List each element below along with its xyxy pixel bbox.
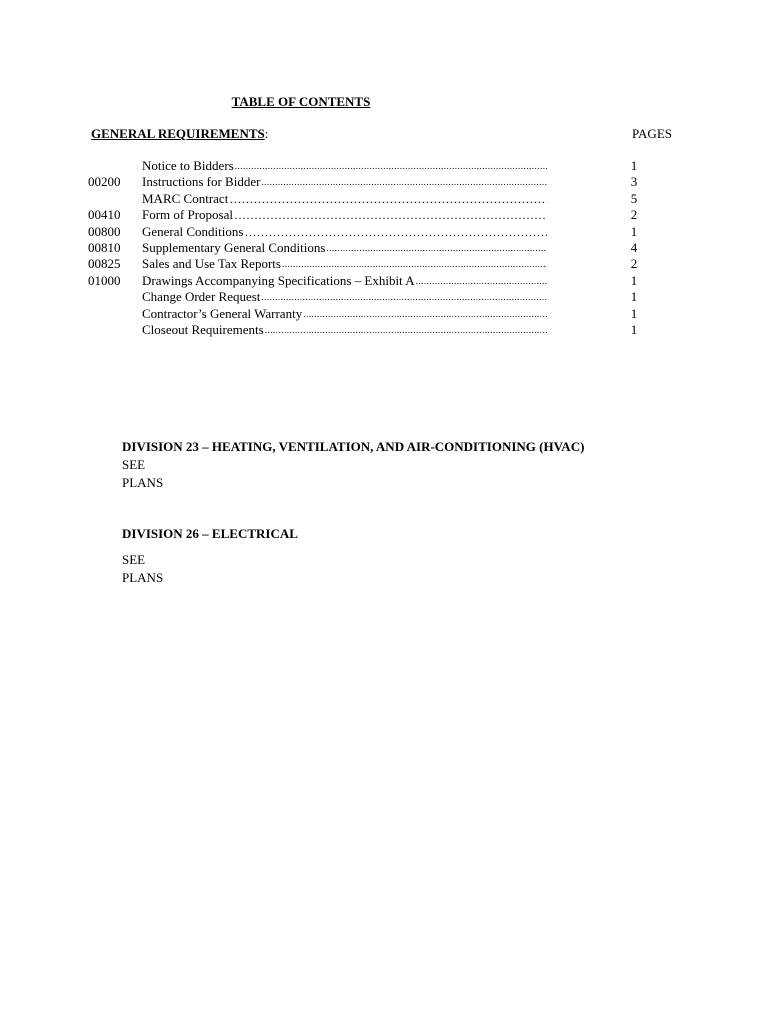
toc-entry-title-line [142,191,547,208]
toc-entry [88,207,648,223]
section-heading-colon: : [264,126,269,141]
toc-entry [88,256,648,272]
toc-entry [88,224,648,240]
toc-entry-title: Form of Proposal [142,207,233,223]
dot-leader [234,207,547,224]
toc-entry-title: Change Order Request [142,289,261,305]
toc-entry-pages: 1 [630,321,638,337]
toc-entry-title-line [142,174,547,190]
toc-entry-pages: 5 [630,190,638,206]
dot-leader [261,174,547,190]
toc-entry-title-line [142,256,547,272]
toc-entry-title: MARC Contract [142,190,229,206]
toc-entry [88,322,648,338]
toc-entry [88,273,648,289]
toc-entry-title: Notice to Bidders [142,158,234,173]
toc-entry-code: 01000 [88,272,121,288]
toc-entry-code: 00825 [88,256,121,272]
toc-entry-title: General Conditions [142,223,244,239]
toc-entry [88,240,648,256]
toc-entry-title: Supplementary General Conditions [142,239,326,255]
toc-entry-code: 00200 [88,174,121,190]
division-title: DIVISION 23 – HEATING, VENTILATION, AND AIR-CONDITIONING (HVAC) [122,439,585,454]
toc-entry-pages: 1 [630,158,638,173]
division-note-line: SEE [122,552,146,567]
division-note-line: SEE [122,457,146,472]
toc-entry-title: Contractor’s General Warranty [142,305,303,321]
toc-entry [88,289,648,305]
toc-entry-code: 00410 [88,207,121,223]
section-heading [91,126,268,142]
toc-list [88,158,648,338]
toc-entry-title-line [142,158,547,174]
toc-entry-pages: 3 [630,174,638,190]
dot-leader [303,306,547,322]
dot-leader [265,322,547,338]
toc-entry-title-line [142,240,547,256]
toc-entry-pages: 1 [630,272,638,288]
toc-entry-pages: 4 [630,239,638,255]
section-heading-text: GENERAL REQUIREMENTS [91,126,265,141]
toc-entry-code: 00800 [88,223,121,239]
page-title: TABLE OF CONTENTS [231,94,371,109]
toc-entry-pages: 1 [630,289,638,305]
division-note-line: PLANS [122,570,164,585]
toc-entry-title-line [142,322,547,338]
toc-entry-pages: 2 [630,207,638,223]
toc-entry-title: Sales and Use Tax Reports [142,256,281,272]
toc-entry-title: Instructions for Bidder [142,174,261,190]
toc-entry [88,306,648,322]
toc-entry-pages: 2 [630,256,638,272]
dot-leader [416,273,547,289]
pages-column-header: PAGES [632,126,672,141]
toc-entry-title: Closeout Requirements [142,321,264,337]
toc-entry-title-line [142,224,547,241]
toc-entry-pages: 1 [630,305,638,321]
dot-leader [282,256,547,272]
dot-leader [235,158,547,174]
toc-entry [88,191,648,207]
dot-leader [326,240,547,256]
toc-entry [88,174,648,190]
toc-entry-title-line [142,207,547,224]
toc-entry-code: 00810 [88,239,121,255]
toc-entry-title-line [142,306,547,322]
toc-entry-title-line [142,289,547,305]
division-26-block [122,525,298,587]
toc-entry-title: Drawings Accompanying Specifications – Exhibit A [142,272,415,288]
dot-leader [244,224,547,241]
division-title: DIVISION 26 – ELECTRICAL [122,526,298,541]
division-23-block [122,438,584,492]
division-note-line: PLANS [122,475,164,490]
toc-entry-pages: 1 [630,223,638,239]
dot-leader [229,191,547,208]
toc-entry [88,158,648,174]
dot-leader [261,289,547,305]
toc-entry-title-line [142,273,547,289]
